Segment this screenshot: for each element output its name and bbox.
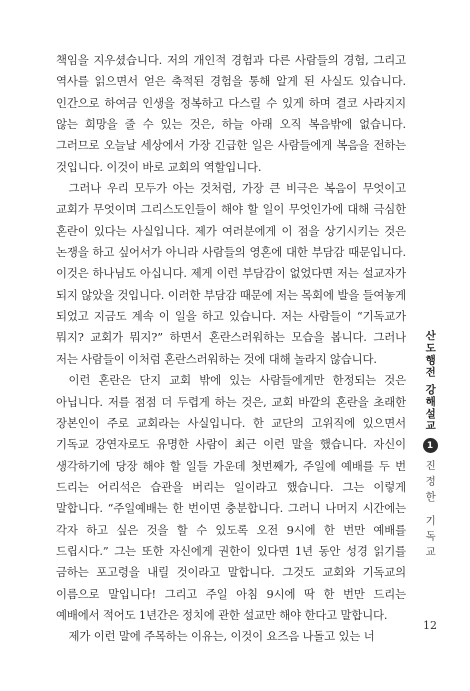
running-side-header [418, 330, 442, 561]
paragraph: 책임을 지우셨습니다. 저의 개인적 경험과 다른 사람들의 경험, 그리고 역사를 읽으면서 얻은 축적된 경험을 통해 알게 된 사실도 있습니다. 인간으로 하여금 인생을 정복하고 다스릴 수 있게 하며 결코 사라지지 않는 희망을 줄 수 있는 것은, 하늘 아래 오직 복음밖에 없습니다. 그러므로 오늘날 세상에서 가장 긴급한 일은 사람들에게 복음을 전하는 것입니다. 이것이 바로 교회의 역할입니다. [56, 53, 406, 174]
series-title: 산도행전 강해설교 [424, 330, 437, 433]
page-number: 12 [423, 619, 437, 632]
paragraph: 이런 혼란은 단지 교회 밖에 있는 사람들에게만 한정되는 것은 아닙니다. 저를 점점 더 두렵게 하는 것은, 교회 바깥의 혼란을 초래한 장본인이 주로 교회라는 사실입니다. 한 교단의 고위직에 있으면서 기독교 강연자로도 유명한 사람이 최근 이런 말을 했습니다. 자신이 생각하기에 당장 해야 할 일들 가운데 첫번째가, 주일에 예배를 두 번 드리는 어리석은 습관을 버리는 일이라고 했습니다. 그는 이렇게 말합니다. “주일예배는 한 번이면 충분합니다. 그러니 나머지 시간에는 각자 하고 싶은 것을 할 수 있도록 오전 9시에 한 번만 예배를 드립시다.” 그는 또한 자신에게 권한이 있다면 1년 동안 성경 읽기를 금하는 포고령을 내릴 것이라고 말합니다. 그것도 교회와 기독교의 이름으로 말입니다! 그리고 주일 아침 9시에 딱 한 번만 드리는 예배에서 적어도 1년간은 정치에 관한 설교만 해야 한다고 말합니다. [56, 373, 406, 622]
book-title: 진정한 기독교 [424, 460, 437, 562]
page-body-text [56, 50, 406, 648]
volume-badge: 1 [423, 438, 438, 453]
paragraph: 그러나 우리 모두가 아는 것처럼, 가장 큰 비극은 복음이 무엇이고 교회가 무엇이며 그리스도인들이 해야 할 일이 무엇인가에 대해 극심한 혼란이 있다는 사실입니다. 제가 여러분에게 이 점을 상기시키는 것은 논쟁을 하고 싶어서가 아니라 사람들의 영혼에 대한 부담감 때문입니다. 이것은 하나님도 아십니다. 제게 이런 부담감이 없었다면 저는 설교자가 되지 않았을 것입니다. 이러한 부담감 때문에 저는 목회에 발을 들여놓게 되었고 지금도 계속 이 일을 하고 있습니다. 저는 사람들이 “기독교가 뭐지? 교회가 뭐지?” 하면서 혼란스러워하는 모습을 봅니다. 그러나 저는 사람들이 이처럼 혼란스러워하는 것에 대해 놀라지 않습니다. [56, 181, 406, 366]
paragraph: 제가 이런 말에 주목하는 이유는, 이것이 요즈음 나돌고 있는 너 [68, 629, 375, 644]
